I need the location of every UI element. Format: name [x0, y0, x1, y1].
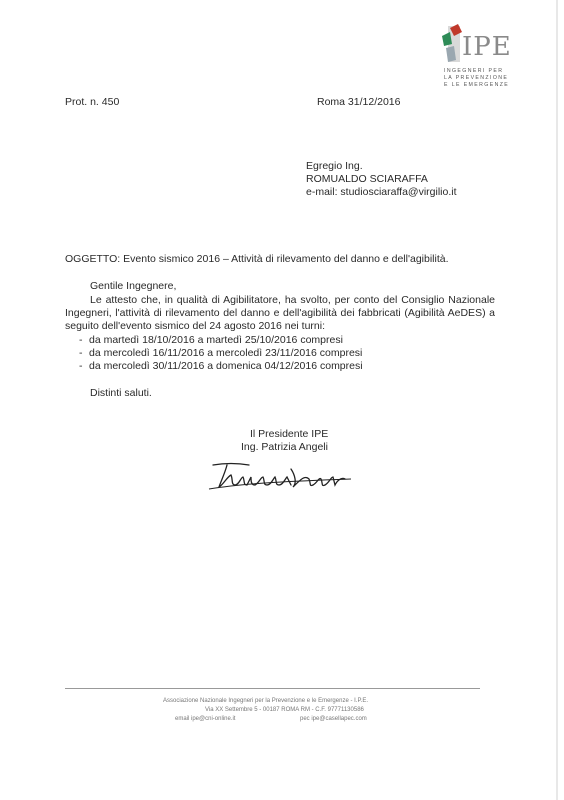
recipient-email: e-mail: studiosciaraffa@virgilio.it: [306, 186, 457, 198]
greeting: Gentile Ingegnere,: [90, 280, 177, 292]
signatory-name: Ing. Patrizia Angeli: [241, 441, 328, 453]
footer-email: email ipe@cni-online.it: [175, 716, 236, 722]
shift-text-3: da mercoledì 30/11/2016 a domenica 04/12/2016 compresi: [89, 360, 363, 372]
footer-pec: pec ipe@casellapec.com: [300, 716, 367, 722]
footer-line-1: Associazione Nazionale Ingegneri per la Prevenzione e le Emergenze - I.P.E.: [163, 698, 369, 704]
handwritten-signature: [205, 455, 355, 495]
shift-item-3: - da mercoledì 30/11/2016 a domenica 04/12/2016 compresi: [79, 360, 363, 372]
footer-line-2: Via XX Settembre 5 - 00187 ROMA RM - C.F. 97771130586: [205, 707, 364, 713]
body-paragraph: Le attesto che, in qualità di Agibilitatore, ha svolto, per conto del Consiglio Nazionale Ingegneri, l'attività di rilevamento del danno e dell'agibilità dei fabbricati (Agibilità AeDES) a seguito dell'evento sismico del 24 agosto 2016 nei turni:: [65, 294, 495, 332]
page-edge: [556, 0, 558, 800]
protocol-number: Prot. n. 450: [65, 96, 120, 108]
logo-tagline-3: E LE EMERGENZE: [444, 82, 510, 88]
logo-tagline-1: INGEGNERI PER: [444, 68, 504, 74]
shift-item-2: - da mercoledì 16/11/2016 a mercoledì 23/11/2016 compresi: [79, 347, 363, 359]
logo-tagline-2: LA PREVENZIONE: [444, 75, 509, 81]
logo-letters: IPE: [462, 32, 512, 62]
recipient-name: ROMUALDO SCIARAFFA: [306, 173, 428, 185]
closing: Distinti saluti.: [90, 387, 152, 399]
subject-line: OGGETTO: Evento sismico 2016 – Attività di rilevamento del danno e dell'agibilità.: [65, 253, 449, 265]
place-date: Roma 31/12/2016: [317, 96, 401, 108]
signatory-role: Il Presidente IPE: [250, 428, 329, 440]
footer-divider: [65, 688, 480, 689]
shift-text-1: da martedì 18/10/2016 a martedì 25/10/2016 compresi: [89, 334, 343, 346]
ipe-logo: [440, 22, 520, 92]
shift-text-2: da mercoledì 16/11/2016 a mercoledì 23/11/2016 compresi: [89, 347, 363, 359]
recipient-title: Egregio Ing.: [306, 160, 363, 172]
shift-item-1: - da martedì 18/10/2016 a martedì 25/10/2016 compresi: [79, 334, 343, 346]
